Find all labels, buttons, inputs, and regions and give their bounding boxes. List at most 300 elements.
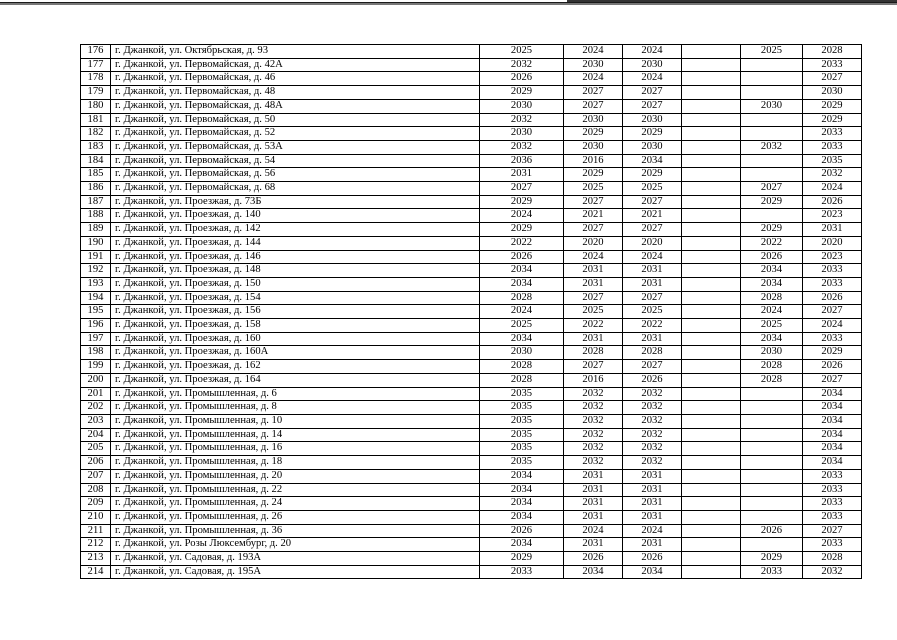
year-cell-4 [682,291,741,305]
year-cell-5 [741,414,803,428]
year-cell-6: 2034 [803,414,862,428]
year-cell-1: 2030 [480,346,564,360]
year-cell-2: 2025 [564,182,623,196]
year-cell-3: 2025 [623,182,682,196]
year-cell-4 [682,497,741,511]
year-cell-1: 2031 [480,168,564,182]
year-cell-1: 2035 [480,387,564,401]
year-cell-3: 2031 [623,497,682,511]
year-cell-3: 2022 [623,319,682,333]
year-cell-2: 2031 [564,538,623,552]
address-cell: г. Джанкой, ул. Садовая, д. 195А [111,565,480,579]
year-cell-5 [741,86,803,100]
table-row [81,223,862,237]
year-cell-2: 2025 [564,305,623,319]
year-cell-4 [682,456,741,470]
year-cell-1: 2028 [480,373,564,387]
year-cell-3: 2030 [623,140,682,154]
row-number-cell: 176 [81,45,111,59]
year-cell-1: 2035 [480,428,564,442]
year-cell-2: 2016 [564,373,623,387]
year-cell-1: 2024 [480,209,564,223]
row-number-cell: 189 [81,223,111,237]
year-cell-3: 2024 [623,250,682,264]
row-number-cell: 180 [81,99,111,113]
year-cell-5 [741,442,803,456]
page-top-rule-accent [567,0,897,2]
year-cell-2: 2031 [564,264,623,278]
year-cell-3: 2032 [623,414,682,428]
year-cell-3: 2024 [623,45,682,59]
year-cell-6: 2033 [803,140,862,154]
year-cell-4 [682,127,741,141]
table-row [81,195,862,209]
row-number-cell: 193 [81,277,111,291]
row-number-cell: 196 [81,319,111,333]
year-cell-3: 2031 [623,469,682,483]
year-cell-5 [741,209,803,223]
address-cell: г. Джанкой, ул. Промышленная, д. 24 [111,497,480,511]
year-cell-6: 2026 [803,360,862,374]
year-cell-4 [682,195,741,209]
year-cell-6: 2034 [803,401,862,415]
year-cell-5: 2027 [741,182,803,196]
table-row [81,168,862,182]
table-row [81,360,862,374]
year-cell-2: 2016 [564,154,623,168]
row-number-cell: 190 [81,236,111,250]
year-cell-5 [741,154,803,168]
year-cell-6: 2033 [803,538,862,552]
year-cell-2: 2027 [564,99,623,113]
year-cell-5: 2032 [741,140,803,154]
year-cell-1: 2035 [480,401,564,415]
year-cell-2: 2030 [564,113,623,127]
table-row [81,305,862,319]
row-number-cell: 211 [81,524,111,538]
year-cell-1: 2032 [480,58,564,72]
year-cell-3: 2030 [623,58,682,72]
year-cell-5: 2034 [741,277,803,291]
address-cell: г. Джанкой, ул. Проезжая, д. 154 [111,291,480,305]
year-cell-4 [682,442,741,456]
table-row [81,332,862,346]
address-cell: г. Джанкой, ул. Первомайская, д. 68 [111,182,480,196]
row-number-cell: 199 [81,360,111,374]
year-cell-2: 2032 [564,442,623,456]
year-cell-5: 2026 [741,250,803,264]
year-cell-3: 2026 [623,552,682,566]
row-number-cell: 184 [81,154,111,168]
year-cell-2: 2032 [564,428,623,442]
table-row [81,483,862,497]
address-cell: г. Джанкой, ул. Проезжая, д. 150 [111,277,480,291]
year-cell-3: 2032 [623,428,682,442]
year-cell-2: 2020 [564,236,623,250]
table-row [81,45,862,59]
year-cell-5 [741,483,803,497]
table-row [81,552,862,566]
year-cell-1: 2030 [480,127,564,141]
row-number-cell: 212 [81,538,111,552]
table-row [81,538,862,552]
year-cell-2: 2031 [564,277,623,291]
row-number-cell: 214 [81,565,111,579]
year-cell-2: 2022 [564,319,623,333]
year-cell-3: 2028 [623,346,682,360]
year-cell-3: 2021 [623,209,682,223]
year-cell-4 [682,264,741,278]
year-cell-6: 2027 [803,72,862,86]
year-cell-6: 2023 [803,250,862,264]
year-cell-2: 2030 [564,140,623,154]
year-cell-1: 2034 [480,264,564,278]
year-cell-1: 2022 [480,236,564,250]
row-number-cell: 182 [81,127,111,141]
year-cell-6: 2033 [803,58,862,72]
year-cell-3: 2032 [623,387,682,401]
year-cell-4 [682,58,741,72]
row-number-cell: 197 [81,332,111,346]
year-cell-4 [682,223,741,237]
year-cell-4 [682,565,741,579]
year-cell-5 [741,456,803,470]
address-cell: г. Джанкой, ул. Промышленная, д. 22 [111,483,480,497]
year-cell-5: 2034 [741,332,803,346]
year-cell-6: 2032 [803,168,862,182]
year-cell-3: 2030 [623,113,682,127]
row-number-cell: 206 [81,456,111,470]
address-cell: г. Джанкой, ул. Первомайская, д. 42А [111,58,480,72]
year-cell-4 [682,401,741,415]
year-cell-1: 2034 [480,469,564,483]
year-cell-5 [741,113,803,127]
year-cell-3: 2032 [623,401,682,415]
year-cell-5: 2028 [741,373,803,387]
year-cell-3: 2031 [623,264,682,278]
year-cell-4 [682,86,741,100]
year-cell-1: 2035 [480,442,564,456]
year-cell-6: 2024 [803,182,862,196]
year-cell-5: 2033 [741,565,803,579]
year-cell-3: 2032 [623,442,682,456]
address-cell: г. Джанкой, ул. Промышленная, д. 18 [111,456,480,470]
table-row [81,346,862,360]
year-cell-3: 2034 [623,154,682,168]
address-cell: г. Джанкой, ул. Промышленная, д. 8 [111,401,480,415]
row-number-cell: 187 [81,195,111,209]
year-cell-5: 2029 [741,552,803,566]
row-number-cell: 209 [81,497,111,511]
year-cell-6: 2020 [803,236,862,250]
year-cell-1: 2032 [480,113,564,127]
year-cell-4 [682,99,741,113]
year-cell-1: 2034 [480,483,564,497]
year-cell-4 [682,236,741,250]
year-cell-1: 2024 [480,305,564,319]
year-cell-4 [682,524,741,538]
address-cell: г. Джанкой, ул. Первомайская, д. 52 [111,127,480,141]
year-cell-5: 2025 [741,319,803,333]
row-number-cell: 185 [81,168,111,182]
year-cell-6: 2033 [803,497,862,511]
year-cell-3: 2031 [623,510,682,524]
row-number-cell: 200 [81,373,111,387]
year-cell-1: 2028 [480,291,564,305]
row-number-cell: 202 [81,401,111,415]
year-cell-4 [682,72,741,86]
year-cell-3: 2031 [623,538,682,552]
year-cell-1: 2029 [480,195,564,209]
table-row [81,469,862,483]
year-cell-6: 2027 [803,524,862,538]
year-cell-3: 2024 [623,72,682,86]
year-cell-2: 2028 [564,346,623,360]
year-cell-3: 2031 [623,332,682,346]
year-cell-6: 2026 [803,291,862,305]
address-cell: г. Джанкой, ул. Промышленная, д. 26 [111,510,480,524]
year-cell-4 [682,250,741,264]
table-row [81,510,862,524]
year-cell-6: 2028 [803,45,862,59]
row-number-cell: 195 [81,305,111,319]
table-row [81,565,862,579]
row-number-cell: 181 [81,113,111,127]
year-cell-4 [682,319,741,333]
table-row [81,277,862,291]
year-cell-3: 2024 [623,524,682,538]
address-cell: г. Джанкой, ул. Промышленная, д. 6 [111,387,480,401]
row-number-cell: 203 [81,414,111,428]
year-cell-6: 2033 [803,483,862,497]
table-row [81,497,862,511]
year-cell-5 [741,510,803,524]
address-cell: г. Джанкой, ул. Проезжая, д. 160А [111,346,480,360]
year-cell-6: 2031 [803,223,862,237]
year-cell-2: 2030 [564,58,623,72]
table-row [81,401,862,415]
table-row [81,456,862,470]
year-cell-6: 2023 [803,209,862,223]
year-cell-6: 2034 [803,428,862,442]
year-cell-5 [741,401,803,415]
year-cell-1: 2029 [480,223,564,237]
year-cell-2: 2029 [564,168,623,182]
year-cell-1: 2025 [480,45,564,59]
year-cell-3: 2032 [623,456,682,470]
page-top-rule [0,2,897,5]
address-cell: г. Джанкой, ул. Проезжая, д. 158 [111,319,480,333]
table-row [81,524,862,538]
year-cell-3: 2031 [623,483,682,497]
year-cell-2: 2024 [564,72,623,86]
year-cell-5: 2034 [741,264,803,278]
year-cell-6: 2024 [803,319,862,333]
year-cell-5: 2024 [741,305,803,319]
year-cell-5 [741,72,803,86]
address-cell: г. Джанкой, ул. Розы Люксембург, д. 20 [111,538,480,552]
year-cell-2: 2031 [564,469,623,483]
year-cell-6: 2033 [803,510,862,524]
year-cell-4 [682,360,741,374]
year-cell-4 [682,277,741,291]
row-number-cell: 213 [81,552,111,566]
year-cell-5: 2029 [741,195,803,209]
year-cell-2: 2027 [564,195,623,209]
year-cell-2: 2024 [564,524,623,538]
address-cell: г. Джанкой, ул. Первомайская, д. 48 [111,86,480,100]
table-row [81,264,862,278]
table-row [81,373,862,387]
year-cell-5: 2022 [741,236,803,250]
year-cell-6: 2033 [803,264,862,278]
year-cell-6: 2034 [803,387,862,401]
year-cell-1: 2032 [480,140,564,154]
year-cell-6: 2029 [803,99,862,113]
year-cell-2: 2032 [564,456,623,470]
year-cell-4 [682,538,741,552]
table-body [81,45,862,579]
year-cell-3: 2027 [623,291,682,305]
year-cell-2: 2032 [564,387,623,401]
year-cell-1: 2029 [480,86,564,100]
year-cell-5: 2028 [741,360,803,374]
address-cell: г. Джанкой, ул. Проезжая, д. 144 [111,236,480,250]
year-cell-5 [741,387,803,401]
year-cell-3: 2029 [623,168,682,182]
year-cell-3: 2025 [623,305,682,319]
year-cell-1: 2030 [480,99,564,113]
year-cell-2: 2027 [564,291,623,305]
year-cell-4 [682,45,741,59]
address-cell: г. Джанкой, ул. Проезжая, д. 140 [111,209,480,223]
table-row [81,442,862,456]
year-cell-5 [741,469,803,483]
row-number-cell: 191 [81,250,111,264]
row-number-cell: 198 [81,346,111,360]
year-cell-5 [741,168,803,182]
year-cell-2: 2024 [564,45,623,59]
year-cell-5 [741,127,803,141]
row-number-cell: 208 [81,483,111,497]
year-cell-2: 2031 [564,332,623,346]
year-cell-6: 2028 [803,552,862,566]
year-cell-3: 2027 [623,99,682,113]
table-row [81,209,862,223]
year-cell-1: 2035 [480,456,564,470]
year-cell-6: 2027 [803,305,862,319]
year-cell-1: 2028 [480,360,564,374]
table-row [81,154,862,168]
address-cell: г. Джанкой, ул. Первомайская, д. 56 [111,168,480,182]
year-cell-1: 2036 [480,154,564,168]
year-cell-1: 2027 [480,182,564,196]
year-cell-4 [682,154,741,168]
year-cell-1: 2026 [480,250,564,264]
row-number-cell: 204 [81,428,111,442]
row-number-cell: 183 [81,140,111,154]
year-cell-6: 2027 [803,373,862,387]
address-cell: г. Джанкой, ул. Проезжая, д. 142 [111,223,480,237]
table-row [81,86,862,100]
row-number-cell: 207 [81,469,111,483]
table-row [81,182,862,196]
table-row [81,72,862,86]
year-cell-1: 2025 [480,319,564,333]
year-cell-3: 2027 [623,223,682,237]
year-cell-1: 2033 [480,565,564,579]
row-number-cell: 210 [81,510,111,524]
year-cell-3: 2020 [623,236,682,250]
table-row [81,99,862,113]
year-cell-6: 2033 [803,332,862,346]
year-cell-5 [741,428,803,442]
year-cell-3: 2029 [623,127,682,141]
address-cell: г. Джанкой, ул. Первомайская, д. 48А [111,99,480,113]
year-cell-4 [682,552,741,566]
year-cell-1: 2034 [480,277,564,291]
row-number-cell: 179 [81,86,111,100]
address-cell: г. Джанкой, ул. Проезжая, д. 164 [111,373,480,387]
table-row [81,250,862,264]
year-cell-3: 2027 [623,360,682,374]
address-cell: г. Джанкой, ул. Промышленная, д. 20 [111,469,480,483]
address-cell: г. Джанкой, ул. Октябрьская, д. 93 [111,45,480,59]
table-row [81,127,862,141]
buildings-schedule-table [80,44,862,579]
year-cell-6: 2032 [803,565,862,579]
address-cell: г. Джанкой, ул. Промышленная, д. 16 [111,442,480,456]
year-cell-6: 2029 [803,346,862,360]
year-cell-6: 2033 [803,127,862,141]
year-cell-1: 2026 [480,524,564,538]
year-cell-1: 2035 [480,414,564,428]
year-cell-3: 2034 [623,565,682,579]
address-cell: г. Джанкой, ул. Проезжая, д. 156 [111,305,480,319]
table-row [81,140,862,154]
table-row [81,414,862,428]
year-cell-2: 2027 [564,86,623,100]
year-cell-4 [682,332,741,346]
year-cell-4 [682,113,741,127]
table-row [81,291,862,305]
year-cell-5: 2028 [741,291,803,305]
year-cell-4 [682,182,741,196]
year-cell-5: 2030 [741,346,803,360]
year-cell-5: 2030 [741,99,803,113]
year-cell-6: 2033 [803,469,862,483]
row-number-cell: 178 [81,72,111,86]
year-cell-6: 2034 [803,442,862,456]
year-cell-2: 2027 [564,223,623,237]
table-row [81,236,862,250]
year-cell-1: 2034 [480,510,564,524]
year-cell-2: 2029 [564,127,623,141]
row-number-cell: 192 [81,264,111,278]
year-cell-4 [682,387,741,401]
year-cell-1: 2034 [480,497,564,511]
address-cell: г. Джанкой, ул. Садовая, д. 193А [111,552,480,566]
year-cell-6: 2033 [803,277,862,291]
year-cell-5: 2025 [741,45,803,59]
year-cell-5 [741,538,803,552]
row-number-cell: 201 [81,387,111,401]
year-cell-2: 2031 [564,510,623,524]
table-row [81,387,862,401]
year-cell-5: 2026 [741,524,803,538]
address-cell: г. Джанкой, ул. Первомайская, д. 53А [111,140,480,154]
row-number-cell: 188 [81,209,111,223]
